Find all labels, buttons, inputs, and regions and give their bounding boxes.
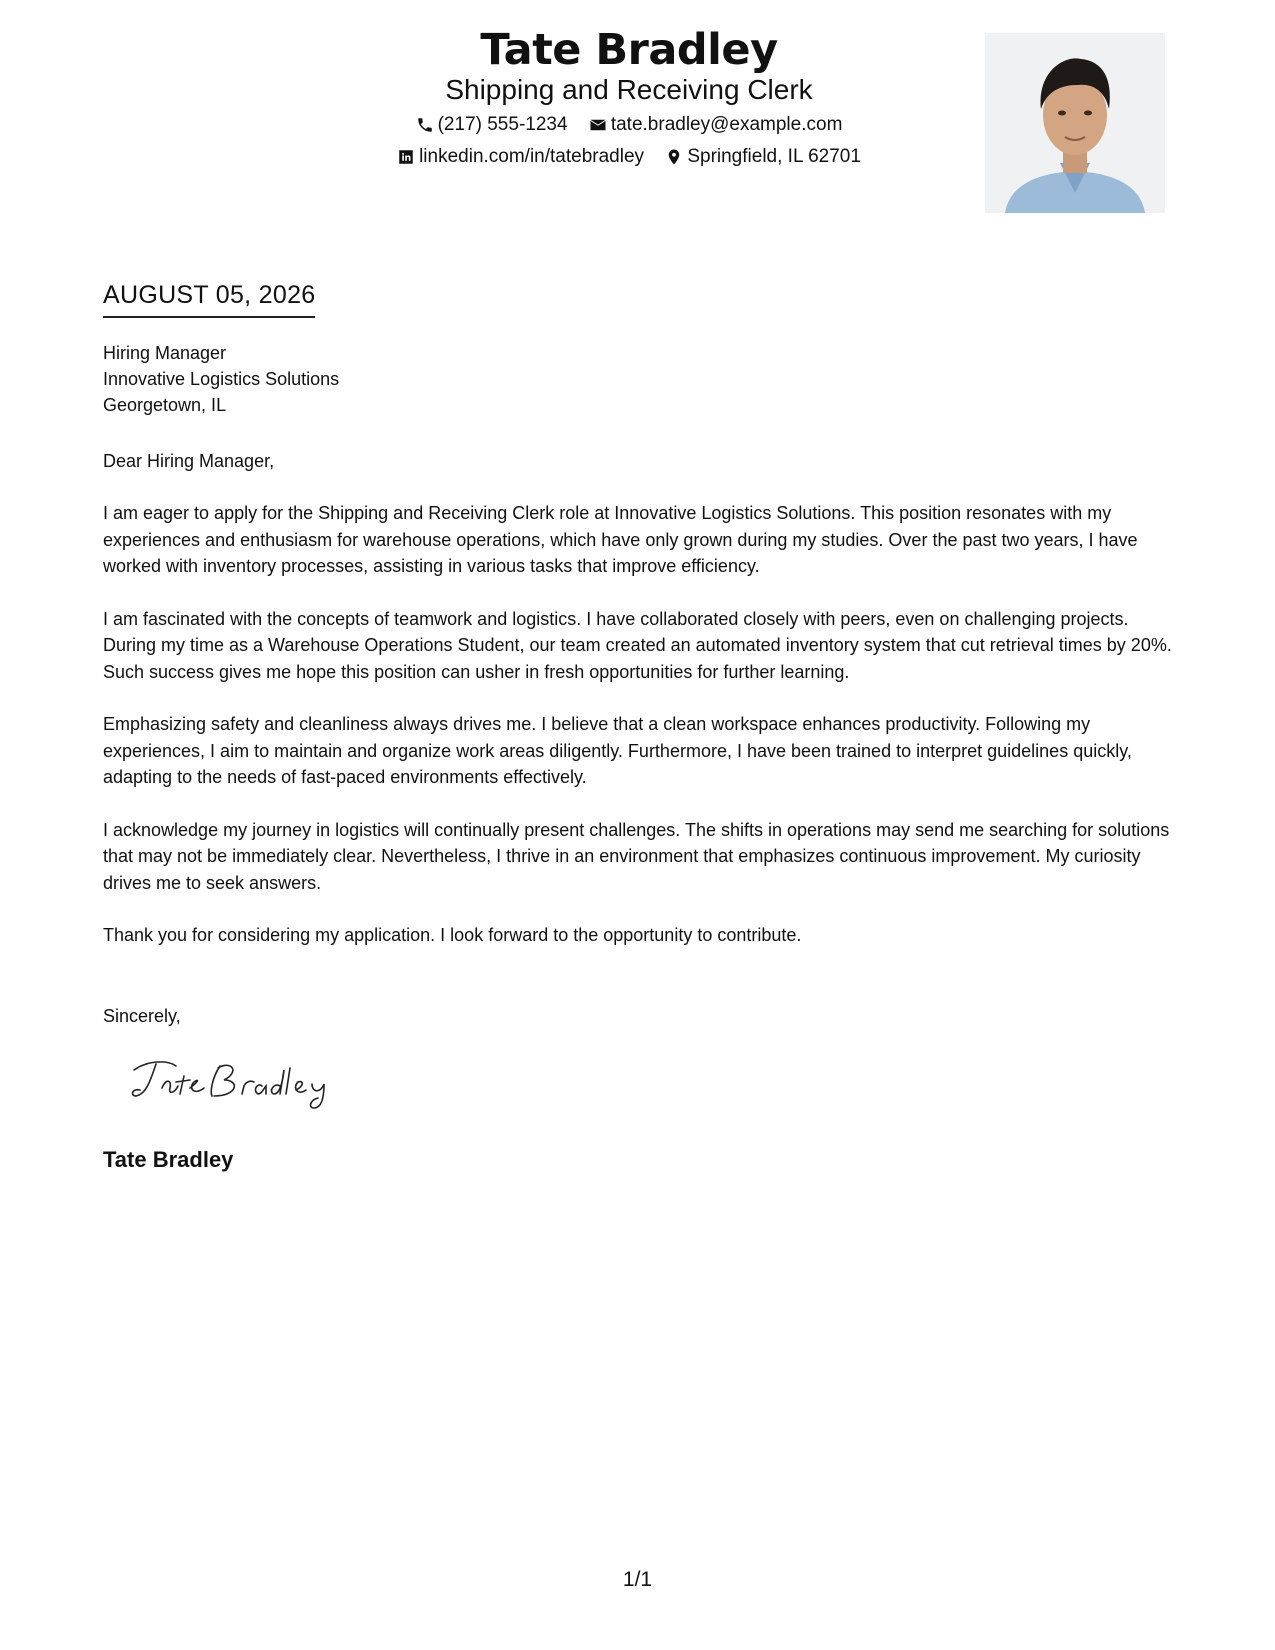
page-number: 1/1 bbox=[622, 1568, 653, 1591]
applicant-name: Tate Bradley bbox=[480, 25, 778, 75]
phone-text: (217) 555-1234 bbox=[437, 114, 568, 135]
salutation: Dear Hiring Manager, bbox=[103, 451, 275, 471]
letter-date: AUGUST 05, 2026 bbox=[103, 278, 315, 318]
closing: Sincerely, bbox=[103, 1006, 181, 1026]
body-paragraph: I am eager to apply for the Shipping and Receiving Clerk role at Innovative Logistics Solutions. This position resonates with my experiences and enthusiasm for warehouse operations, which have only grown during my studies. Over the past two years, I have worked with inventory processes, assisting in various tasks that improve efficiency. bbox=[103, 503, 1138, 576]
body-paragraph: I acknowledge my journey in logistics will continually present challenges. The shifts in operations may send me searching for solutions that may not be immediately clear. Nevertheless, I thrive in an environment that emphasizes continuous improvement. My curiosity drives me to seek answers. bbox=[103, 819, 1170, 893]
profile-photo bbox=[985, 33, 1165, 213]
letter-date-block bbox=[103, 278, 315, 318]
envelope-icon bbox=[589, 116, 607, 134]
map-pin-icon bbox=[665, 148, 683, 166]
linkedin-icon bbox=[397, 148, 415, 166]
recipient-line: Hiring Manager bbox=[103, 343, 227, 363]
contact-location bbox=[665, 145, 861, 169]
email-text: tate.bradley@example.com bbox=[610, 114, 843, 135]
linkedin-text: linkedin.com/in/tatebradley bbox=[419, 146, 645, 167]
recipient-location: Georgetown, IL bbox=[103, 395, 227, 415]
signer-name: Tate Bradley bbox=[103, 1147, 234, 1172]
body-paragraph: I am fascinated with the concepts of teamwork and logistics. I have collaborated closely with peers, even on challenging projects. During my time as a Warehouse Operations Student, our team created an automated inventory system that cut retrieval times by 20%. Such success gives me hope this position can usher in fresh opportunities for further learning. bbox=[103, 608, 1172, 682]
recipient-block bbox=[103, 340, 339, 418]
contact-email bbox=[589, 113, 843, 137]
body-paragraph: Emphasizing safety and cleanliness always drives me. I believe that a clean workspace enhances productivity. Following my experiences, I aim to maintain and organize work areas diligently. Furthermore, I have been trained to interpret guidelines quickly, adapting to the needs of fast-paced environments effectively. bbox=[103, 714, 1132, 787]
job-title: Shipping and Receiving Clerk bbox=[445, 74, 813, 105]
recipient-company: Innovative Logistics Solutions bbox=[103, 369, 340, 389]
letter-header bbox=[0, 0, 1275, 230]
phone-icon bbox=[416, 116, 434, 134]
letter-body bbox=[103, 500, 1183, 975]
body-paragraph: Thank you for considering my application. I look forward to the opportunity to contribute. bbox=[103, 925, 802, 945]
contact-linkedin bbox=[397, 145, 644, 169]
contact-phone bbox=[416, 113, 568, 137]
handwritten-signature bbox=[128, 1052, 338, 1112]
location-text: Springfield, IL 62701 bbox=[687, 146, 861, 167]
